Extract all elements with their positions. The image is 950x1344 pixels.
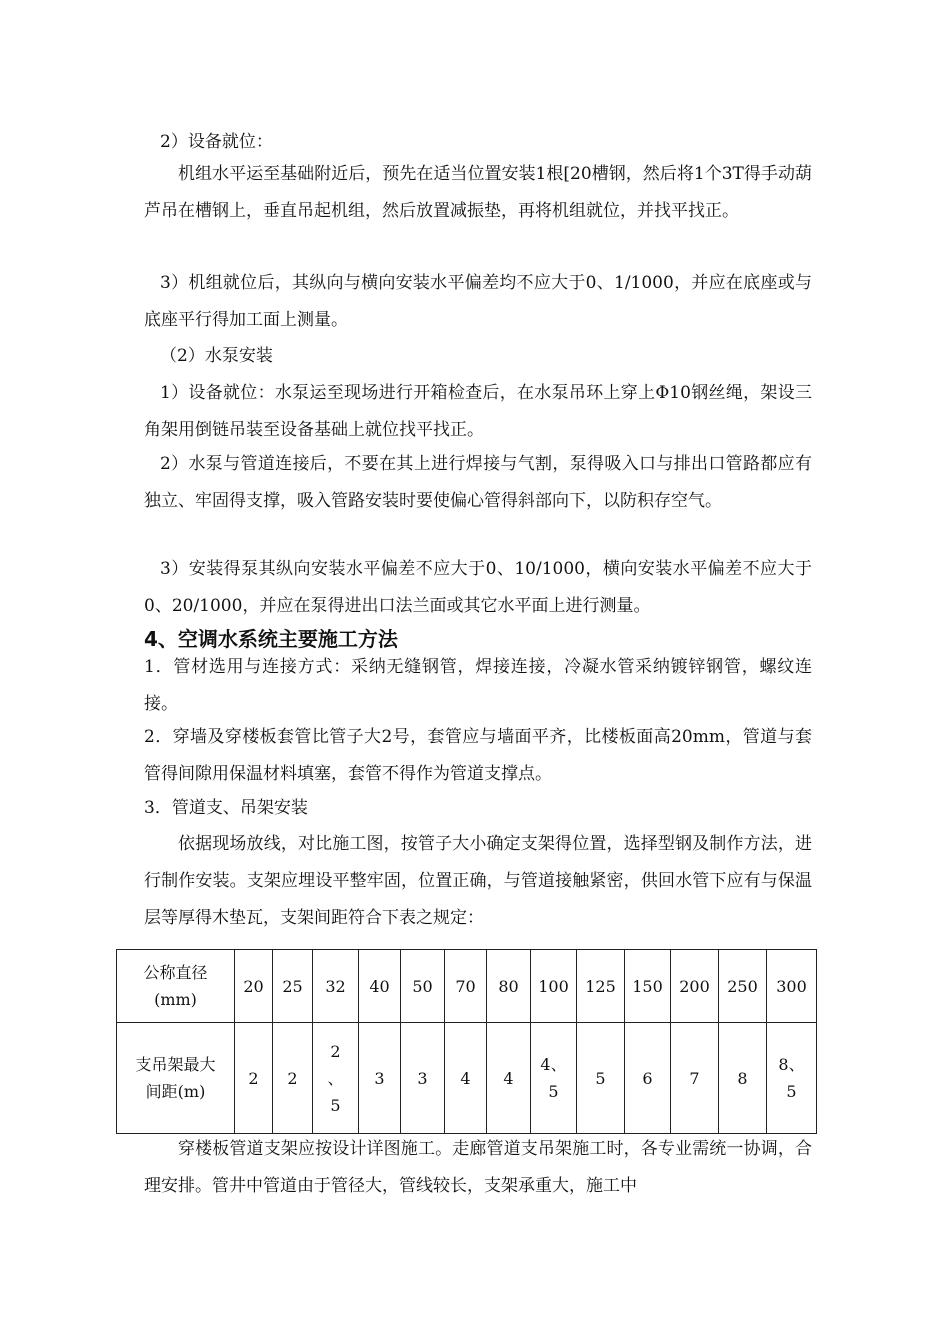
table-cell: 2 xyxy=(273,1023,313,1134)
table-header-diameter: 公称直径 (mm) xyxy=(117,950,235,1023)
table-cell: 8 xyxy=(719,1023,767,1134)
table-cell: 150 xyxy=(625,950,671,1023)
paragraph-equipment-placement-title: 2）设备就位： xyxy=(160,132,273,152)
table-cell: 300 xyxy=(767,950,817,1023)
table-cell: 80 xyxy=(487,950,531,1023)
table-cell: 3 xyxy=(401,1023,445,1134)
paragraph-pump-installation-title: （2）水泵安装 xyxy=(160,346,273,366)
table-cell: 20 xyxy=(235,950,273,1023)
table-row-diameter xyxy=(117,950,817,1023)
table-cell: 50 xyxy=(401,950,445,1023)
table-header-spacing: 支吊架最大 间距(m) xyxy=(117,1023,235,1134)
paragraph-support-title: 3．管道支、吊架安装 xyxy=(144,798,308,818)
paragraph-pump-piping: 2）水泵与管道连接后，不要在其上进行焊接与气割，泵得吸入口与排出口管路都应有独立、牢固得支撑，吸入管路安装时要使偏心管得斜部向下，以防积存空气。 xyxy=(144,454,812,511)
paragraph-pump-placement: 1）设备就位：水泵运至现场进行开箱检查后，在水泵吊环上穿上Φ10钢丝绳，架设三角架用倒链吊装至设备基础上就位找平找正。 xyxy=(144,383,812,440)
table-cell: 125 xyxy=(577,950,625,1023)
table-cell: 4、 5 xyxy=(531,1023,577,1134)
paragraph-pump-tolerance: 3）安装得泵其纵向安装水平偏差不应大于0、10/1000，横向安装水平偏差不应大于0、20/1000，并应在泵得进出口法兰面或其它水平面上进行测量。 xyxy=(144,559,812,616)
table-cell: 200 xyxy=(671,950,719,1023)
table-cell: 5 xyxy=(577,1023,625,1134)
section-heading: 4、空调水系统主要施工方法 xyxy=(144,627,398,651)
table-cell: 4 xyxy=(487,1023,531,1134)
table-cell: 6 xyxy=(625,1023,671,1134)
table-cell: 70 xyxy=(445,950,487,1023)
paragraph-floor-support: 穿楼板管道支架应按设计详图施工。走廊管道支吊架施工时，各专业需统一协调，合理安排。管井中管道由于管径大，管线较长，支架承重大，施工中 xyxy=(144,1139,812,1196)
table-cell: 2 xyxy=(235,1023,273,1134)
table-cell: 40 xyxy=(359,950,401,1023)
paragraph-support-method: 依据现场放线，对比施工图，按管子大小确定支架得位置，选择型钢及制作方法，进行制作安装。支架应埋设平整牢固，位置正确，与管道接触紧密，供回水管下应有与保温层等厚得木垫瓦，支架间距符合下表之规定： xyxy=(144,834,812,928)
support-spacing-table xyxy=(116,949,817,1134)
table-cell: 3 xyxy=(359,1023,401,1134)
table-cell: 2 、 5 xyxy=(313,1023,359,1134)
table-cell: 25 xyxy=(273,950,313,1023)
paragraph-sleeve: 2．穿墙及穿楼板套管比管子大2号，套管应与墙面平齐，比楼板面高20mm，管道与套管得间隙用保温材料填塞，套管不得作为管道支撑点。 xyxy=(144,727,812,784)
paragraph-pipe-material: 1．管材选用与连接方式：采纳无缝钢管，焊接连接，冷凝水管采纳镀锌钢管，螺纹连接。 xyxy=(144,657,812,714)
table-cell: 32 xyxy=(313,950,359,1023)
paragraph-unit-leveling: 3）机组就位后，其纵向与横向安装水平偏差均不应大于0、1/1000，并应在底座或与底座平行得加工面上测量。 xyxy=(144,273,812,330)
table-cell: 100 xyxy=(531,950,577,1023)
table-cell: 7 xyxy=(671,1023,719,1134)
table-row-spacing xyxy=(117,1023,817,1134)
table-cell: 250 xyxy=(719,950,767,1023)
paragraph-unit-transport: 机组水平运至基础附近后，预先在适当位置安装1根[20槽钢，然后将1个3T得手动葫芦吊在槽钢上，垂直吊起机组，然后放置减振垫，再将机组就位，并找平找正。 xyxy=(144,164,812,221)
table-cell: 8、 5 xyxy=(767,1023,817,1134)
table-cell: 4 xyxy=(445,1023,487,1134)
